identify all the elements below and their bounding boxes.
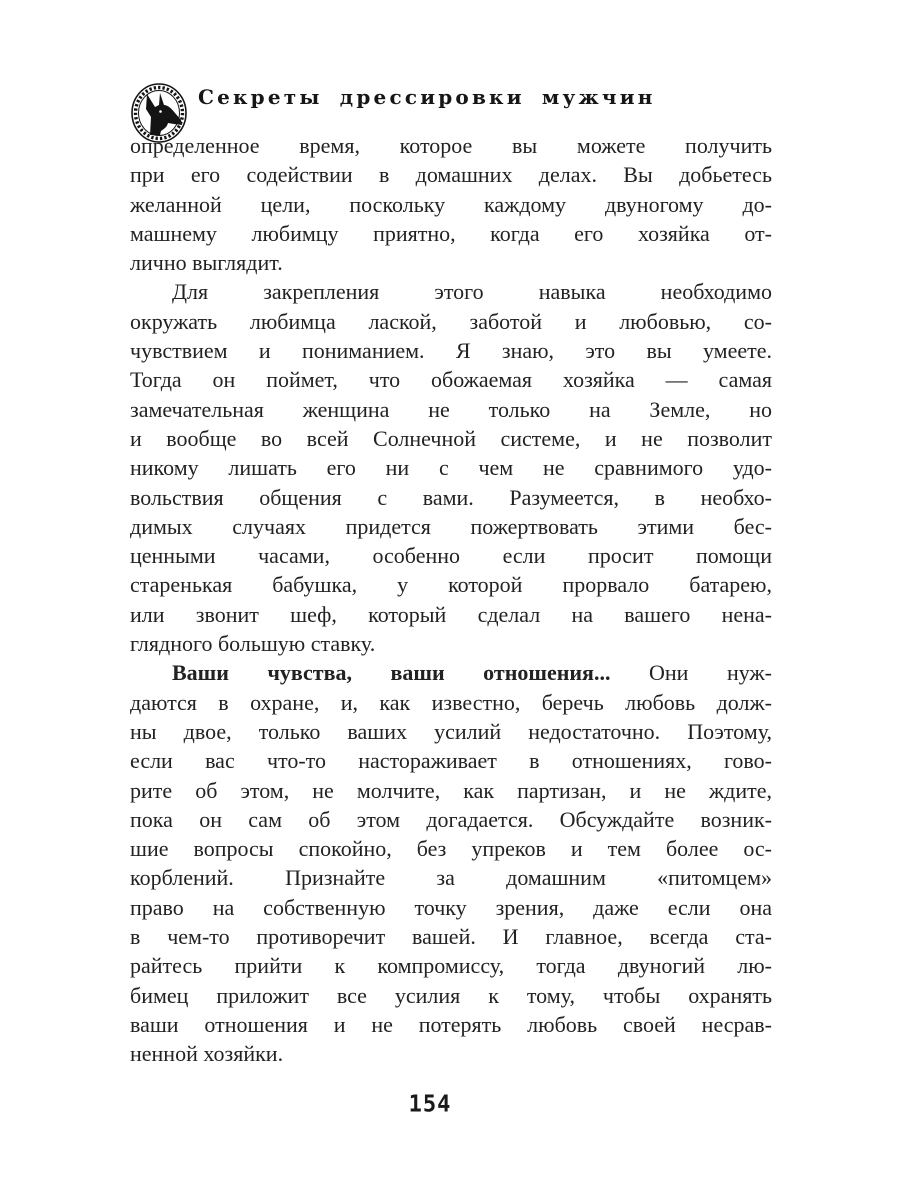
text-line: никому лишать его ни с чем не сравнимого удо- [130,455,772,481]
text-line: Ваши чувства, ваши отношения... Они нуж- [172,660,772,686]
paragraph [130,131,772,277]
text-line: ненной хозяйки. [130,1041,284,1067]
text-line: если вас что-то настораживает в отношениях, гово- [130,748,772,774]
text-line: или звонит шеф, который сделал на вашего нена- [130,601,772,627]
text-line: ны двое, только ваших усилий недостаточно. Поэтому, [130,718,772,744]
page-number: 154 [408,1091,452,1118]
text-line: в чем-то противоречит вашей. И главное, всегда ста- [130,924,772,950]
text-line: глядного большую ставку. [130,631,376,657]
text-line: пока он сам об этом догадается. Обсуждайте возник- [130,806,772,832]
text-line: и вообще во всей Солнечной системе, и не позволит [130,425,772,451]
running-head-title: Секреты дрессировки мужчин [198,85,656,109]
bold-lead-in: Ваши чувства, ваши отношения... [172,660,611,686]
text-line: право на собственную точку зрения, даже если она [130,894,772,920]
text-line: Для закрепления этого навыка необходимо [172,279,772,305]
text-line: ваши отношения и не потерять любовь своей несрав- [130,1011,772,1037]
text-line: Тогда он поймет, что обожаемая хозяйка — самая [130,367,772,393]
text-line: определенное время, которое вы можете получить [130,133,772,158]
text-line: при его содействии в домашних делах. Вы добьетесь [130,162,772,188]
text-line: замечательная женщина не только на Земле, но [130,396,772,422]
text-line: окружать любимца лаской, заботой и любовью, со- [130,308,772,334]
text-line: желанной цели, поскольку каждому двуногому до- [130,191,772,217]
text-line: шие вопросы спокойно, без упреков и тем более ос- [130,836,772,862]
text-line: корблений. Признайте за домашним «питомцем» [130,865,772,891]
text-block [130,131,772,1069]
text-line: лично выглядит. [130,250,283,276]
text-line: димых случаях придется пожертвовать этими бес- [130,513,772,539]
text-line: машнему любимцу приятно, когда его хозяйка от- [130,220,772,246]
text-line: ценными часами, особенно если просит помощи [130,543,772,569]
text-line: рите об этом, не молчите, как партизан, и не ждите, [130,777,772,803]
text-line: даются в охране, и, как известно, беречь любовь долж- [130,689,772,715]
text-line: бимец приложит все усилия к тому, чтобы охранять [130,982,772,1008]
text-line: райтесь прийти к компромиссу, тогда двуногий лю- [130,953,772,979]
text-line: чувствием и пониманием. Я знаю, это вы умеете. [130,338,772,364]
text-line: старенькая бабушка, у которой прорвало батарею, [130,572,772,598]
paragraph [130,658,772,1068]
paragraph [130,277,772,658]
text-line: вольствия общения с вами. Разумеется, в необхо- [130,484,772,510]
